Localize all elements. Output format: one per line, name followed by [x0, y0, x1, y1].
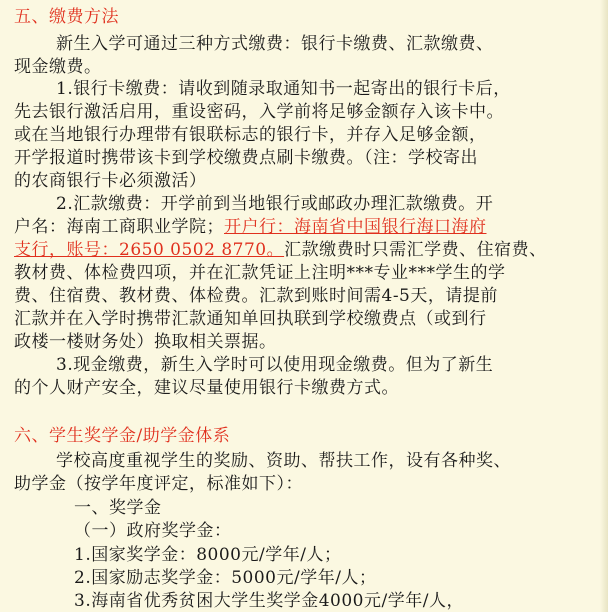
scholarship-intro-line-2: 助学金（按学年度评定，标准如下）：	[14, 474, 303, 494]
account-number-highlight: 支行，账号：2650 0502 8770。	[14, 240, 285, 260]
scholarship-item-1: 1.国家奖学金：8000元/学年/人；	[74, 545, 342, 565]
scholarship-item-3: 3.海南省优秀贫困大学生奖学金4000元/学年/人，	[74, 591, 464, 611]
scholarship-intro-line-1: 学校高度重视学生的奖励、资助、帮扶工作，设有各种奖、	[56, 451, 511, 471]
remittance-line-6: 汇款并在入学时携带汇款通知单回执联到学校缴费点（或到行	[14, 309, 487, 329]
section-heading-payment: 五、缴费方法	[14, 7, 119, 27]
remittance-fees-text: 汇款缴费时只需汇学费、住宿费、	[284, 240, 547, 260]
page-edge-shadow	[600, 0, 608, 612]
remittance-line-4: 教材费、体检费四项，并在汇款凭证上注明***专业***学生的学	[14, 263, 506, 283]
remittance-line-1: 2.汇款缴费：开学前到当地银行或邮政办理汇款缴费。开	[56, 194, 494, 214]
payment-intro-line-1: 新生入学可通过三种方式缴费：银行卡缴费、汇款缴费、	[56, 34, 494, 54]
payment-intro-line-2: 现金缴费。	[14, 57, 102, 77]
subheading-scholarship: 一、奖学金	[74, 498, 162, 518]
bank-card-line-1: 1.银行卡缴费：请收到随录取通知书一起寄出的银行卡后，	[56, 79, 511, 99]
remittance-line-2	[14, 216, 487, 238]
cash-line-2: 的个人财产安全，建议尽量使用银行卡缴费方式。	[14, 378, 399, 398]
remittance-line-7: 政楼一楼财务处）换取相关票据。	[14, 332, 277, 352]
bank-card-line-4: 开学报道时携带该卡到学校缴费点刷卡缴费。（注：学校寄出	[14, 148, 478, 168]
section-heading-scholarship: 六、学生奖学金/助学金体系	[14, 426, 231, 446]
scholarship-item-2: 2.国家励志奖学金：5000元/学年/人；	[74, 568, 377, 588]
remittance-line-5: 费、住宿费、教材费、体检费。汇款到账时间需4-5天，请提前	[14, 286, 498, 306]
bank-branch-highlight: 开户行：海南省中国银行海口海府	[224, 217, 487, 237]
bank-card-line-2: 先去银行激活启用，重设密码，入学前将足够金额存入该卡中。	[14, 102, 504, 122]
subheading-government-scholarship: （一）政府奖学金：	[74, 521, 232, 541]
remittance-line-3	[14, 239, 547, 261]
cash-line-1: 3.现金缴费，新生入学时可以使用现金缴费。但为了新生	[56, 355, 494, 375]
bank-card-line-5: 的农商银行卡必须激活）	[14, 171, 207, 191]
bank-card-line-3: 或在当地银行办理带有银联标志的银行卡，并存入足够金额，	[14, 125, 487, 145]
account-name-text: 户名：海南工商职业学院；	[14, 217, 224, 237]
